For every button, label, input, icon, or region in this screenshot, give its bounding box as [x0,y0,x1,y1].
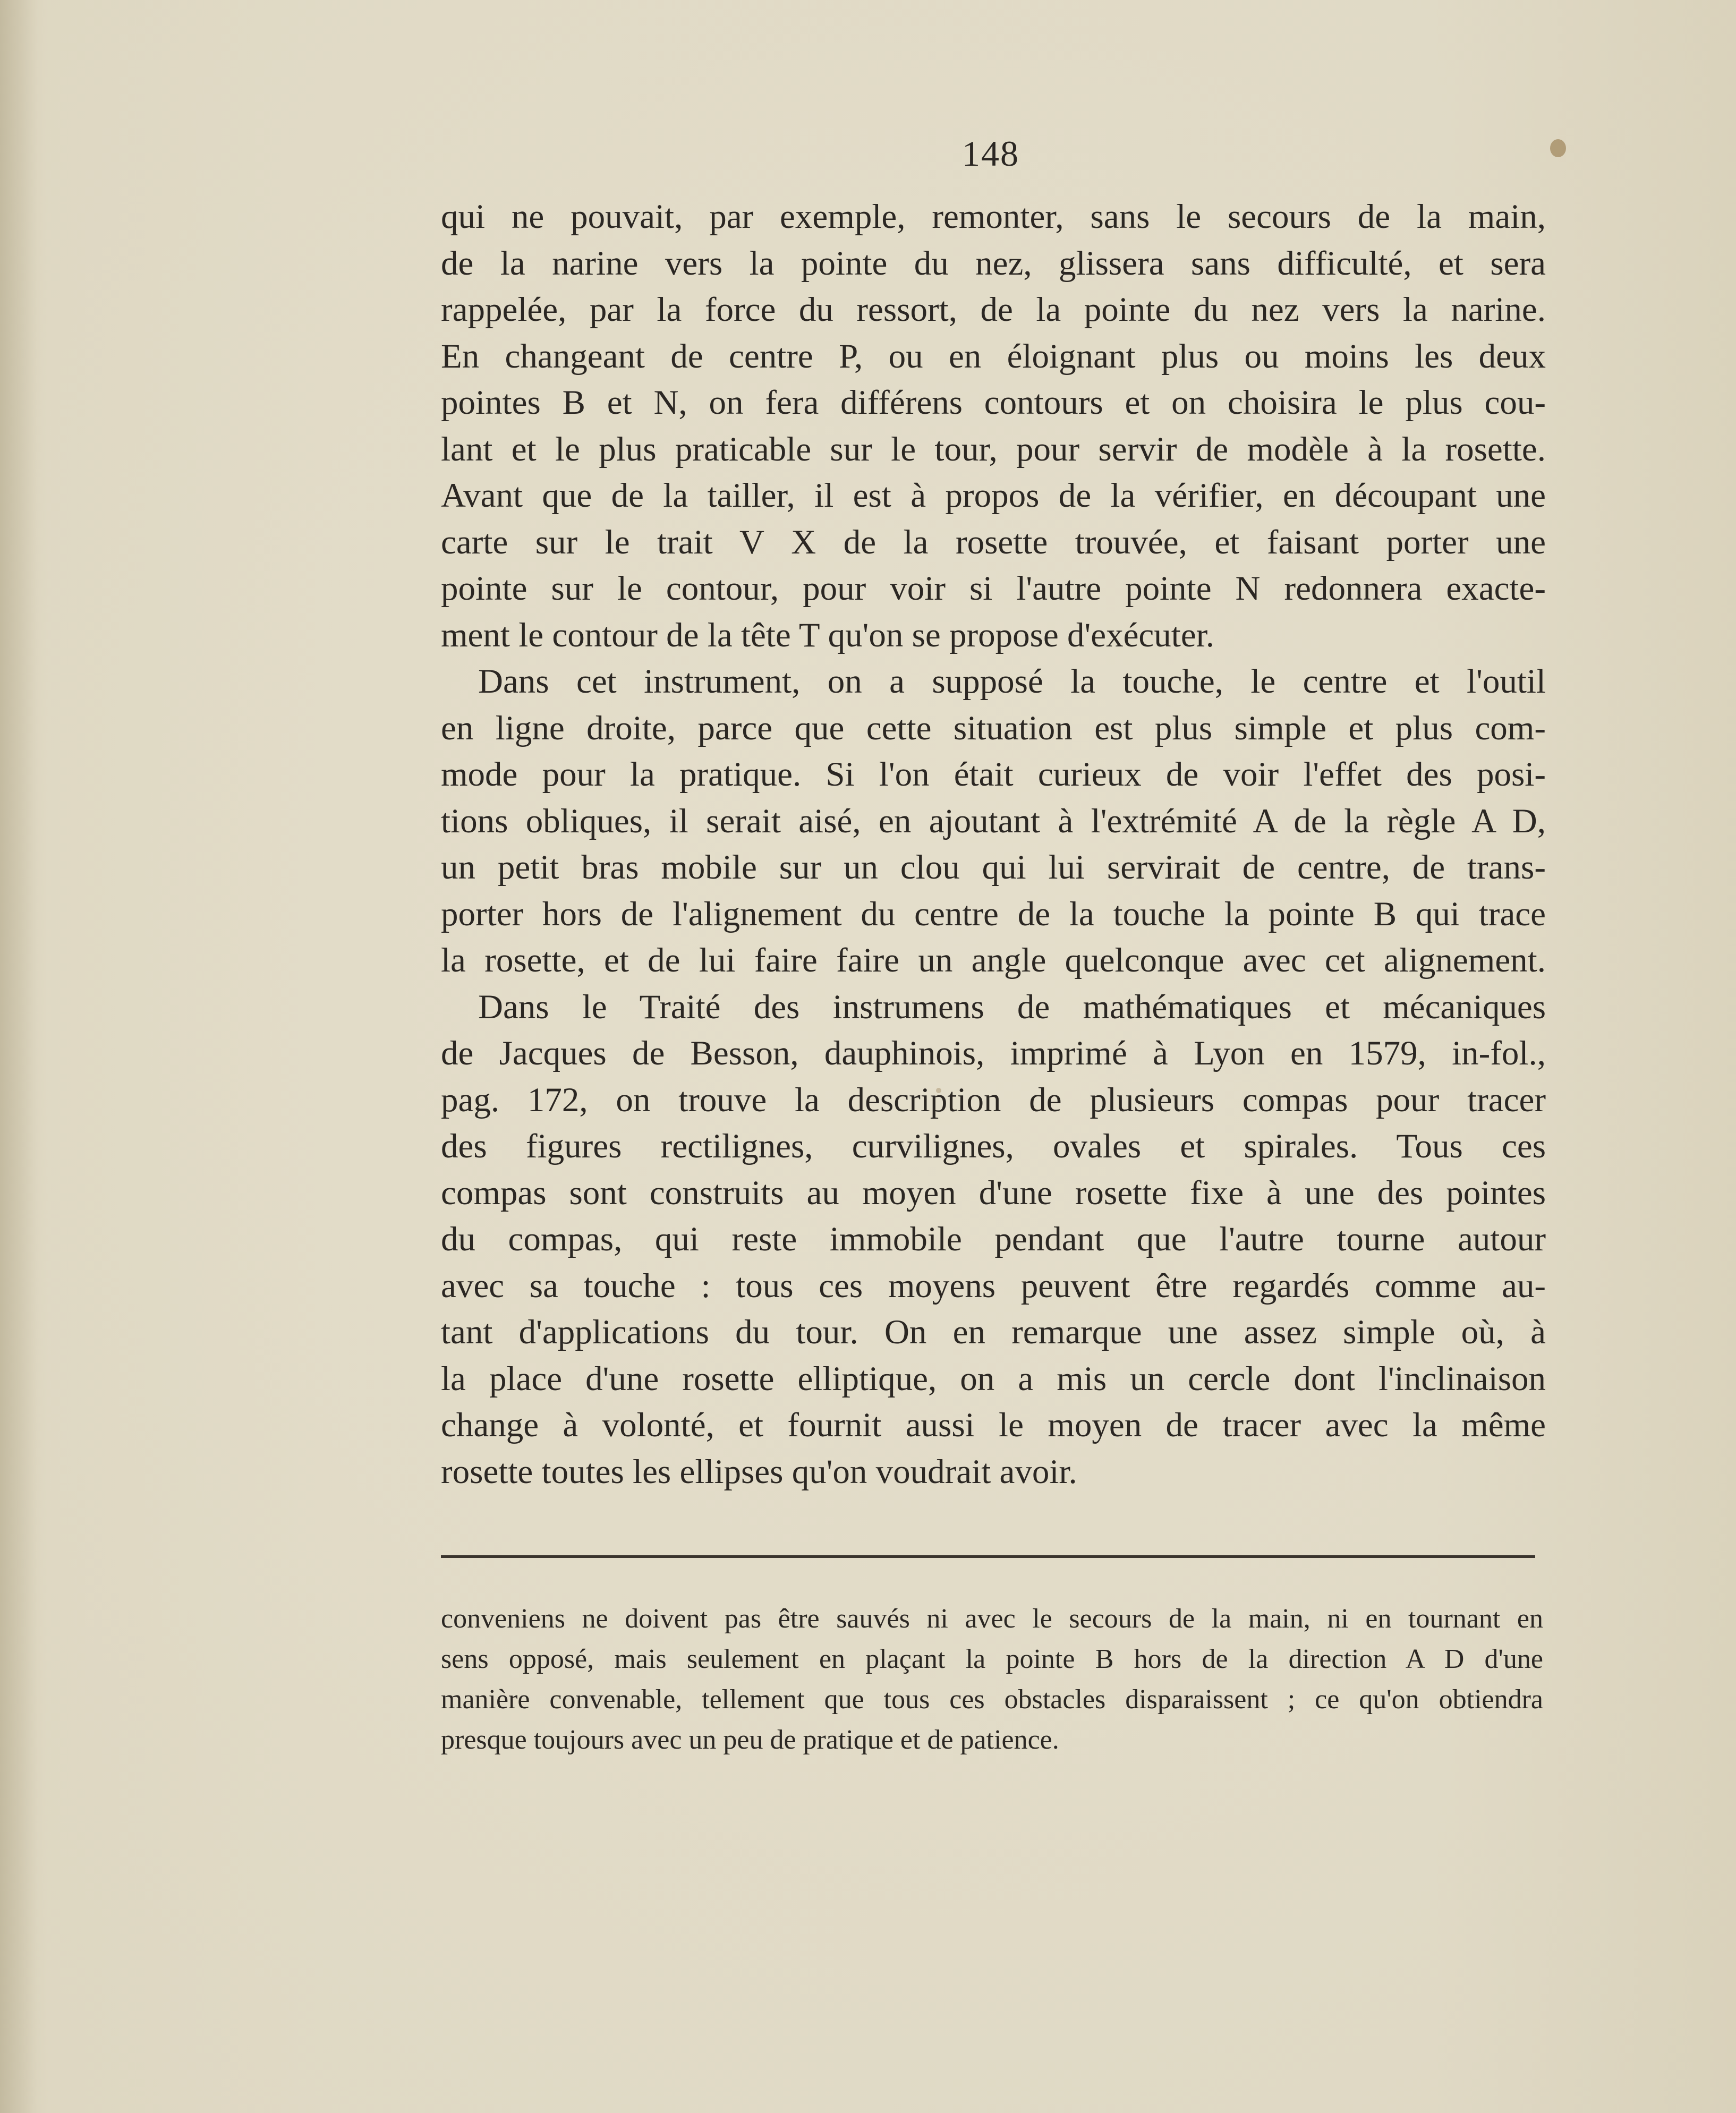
text-line: pointe sur le contour, pour voir si l'autre pointe N redonnera exacte- [441,569,1546,608]
binding-gutter-shadow [0,0,37,2113]
text-line: mode pour la pratique. Si l'on était curieux de voir l'effet des posi- [441,755,1546,794]
text-line: la place d'une rosette elliptique, on a mis un cercle dont l'inclinaison [441,1359,1546,1398]
text-line: un petit bras mobile sur un clou qui lui servirait de centre, de trans- [441,848,1546,887]
text-line: rappelée, par la force du ressort, de la pointe du nez vers la narine. [441,291,1546,329]
paragraph-first-line: Dans cet instrument, on a supposé la touche, le centre et l'outil [478,662,1546,701]
footnote-block [441,1599,1543,1760]
text-line: qui ne pouvait, par exemple, remonter, sans le secours de la main, [441,198,1546,236]
footnote-line: manière convenable, tellement que tous ces obstacles disparaissent ; ce qu'on obtiendra [441,1684,1543,1715]
text-line: Avant que de la tailler, il est à propos de la vérifier, en découpant une [441,476,1546,515]
text-line: porter hors de l'alignement du centre de la touche la pointe B qui trace [441,894,1546,933]
footnote-separator-rule [441,1555,1535,1558]
text-line: rosette toutes les ellipses qu'on voudrait avoir. [441,1452,1077,1491]
footnote-line: sens opposé, mais seulement en plaçant la pointe B hors de la direction A D d'une [441,1644,1543,1674]
text-line: carte sur le trait V X de la rosette trouvée, et faisant porter une [441,523,1546,561]
text-line: tions obliques, il serait aisé, en ajoutant à l'extrémité A de la règle A D, [441,802,1546,840]
page-number: 148 [962,133,1019,174]
footnote-line: presque toujours avec un peu de pratique et de patience. [441,1725,1059,1755]
text-line: avec sa touche : tous ces moyens peuvent être regardés comme au- [441,1266,1546,1305]
text-line: du compas, qui reste immobile pendant que l'autre tourne autour [441,1220,1546,1258]
main-text-block [441,194,1546,1495]
text-line: En changeant de centre P, ou en éloignant plus ou moins les deux [441,337,1546,376]
footnote-line: conveniens ne doivent pas être sauvés ni avec le secours de la main, ni en tournant en [441,1604,1543,1634]
text-line: des figures rectilignes, curvilignes, ovales et spirales. Tous ces [441,1127,1546,1165]
text-line: en ligne droite, parce que cette situation est plus simple et plus com- [441,709,1546,747]
text-line: lant et le plus praticable sur le tour, pour servir de modèle à la rosette. [441,430,1546,468]
text-line: pag. 172, on trouve la description de plusieurs compas pour tracer [441,1080,1546,1119]
ink-stain-top-right [1550,139,1566,157]
text-line: pointes B et N, on fera différens contours et on choisira le plus cou- [441,384,1546,422]
text-line: de la narine vers la pointe du nez, glissera sans difficulté, et sera [441,244,1546,283]
text-line: change à volonté, et fournit aussi le moyen de tracer avec la même [441,1406,1546,1444]
text-line: compas sont construits au moyen d'une rosette fixe à une des pointes [441,1173,1546,1212]
text-line: ment le contour de la tête T qu'on se propose d'exécuter. [441,616,1214,654]
text-line: de Jacques de Besson, dauphinois, imprimé à Lyon en 1579, in-fol., [441,1034,1546,1072]
text-line: la rosette, et de lui faire faire un angle quelconque avec cet alignement. [441,941,1546,979]
paragraph-first-line: Dans le Traité des instrumens de mathématiques et mécaniques [478,987,1546,1026]
text-line: tant d'applications du tour. On en remarque une assez simple où, à [441,1313,1546,1351]
